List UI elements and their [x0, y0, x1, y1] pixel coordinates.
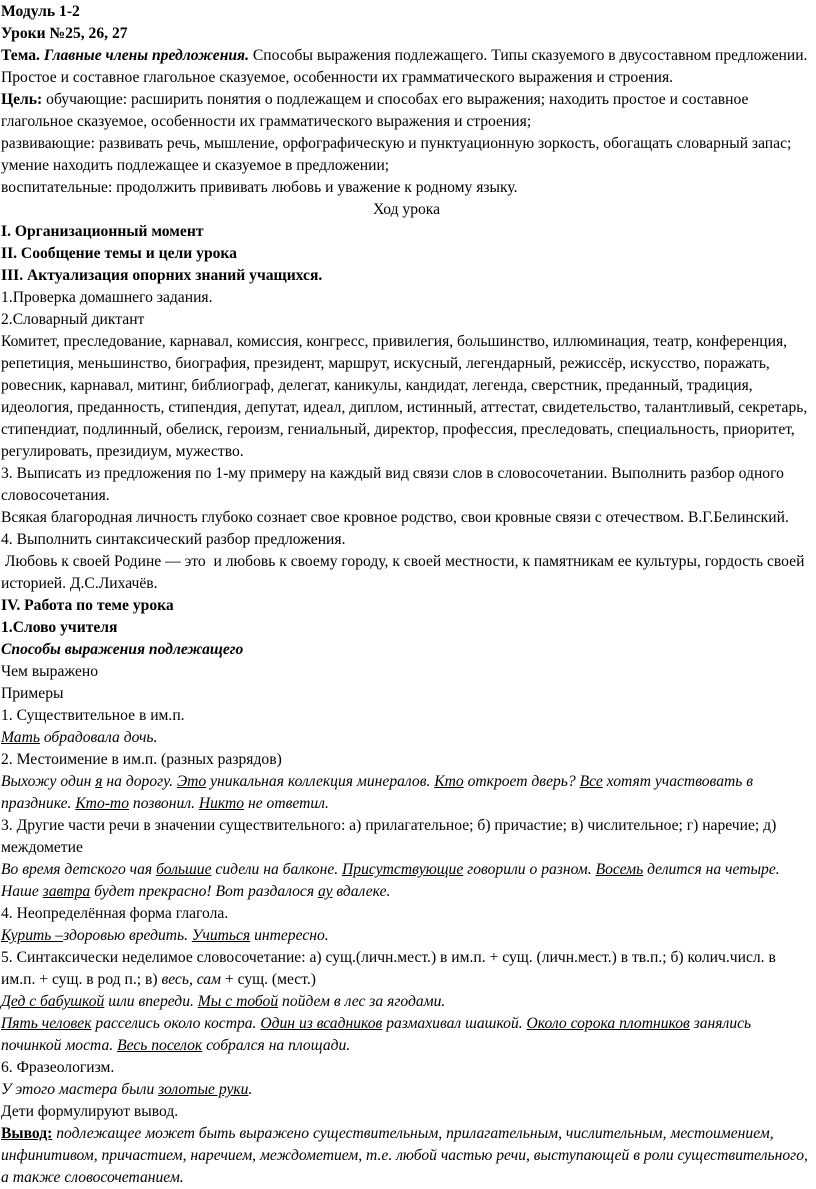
topic-paragraph: [1, 45, 812, 89]
dictation-words: Комитет, преследование, карнавал, комиссия, конгресс, привилегия, большинство, иллюминация, театр, конференция, репетиция, меньшинство, биография, президент, маршрут, искусный, легендарный, режиссёр, искусство, поражать, ровесник, карнавал, митинг, библиограф, делегат, каникулы, кандидат, легенда, сверстник, преданный, традиция, идеология, преданность, стипендия, депутат, идеал, диплом, истинный, аттестат, свидетельство, талантливый, секретарь, стипендиат, подлинный, обелиск, героизм, гениальный, директор, профессия, преследовать, специальность, приоритет, регулировать, президиум, мужество.: [1, 333, 808, 460]
teacher-word-heading: 1.Слово учителя: [1, 619, 118, 636]
topic-text: Способы выражения подлежащего. Типы сказуемого в двусоставном предложении. Простое и составное глагольное сказуемое, особенности их грамматического выражения и строения.: [1, 47, 808, 86]
example-text: интересно.: [250, 927, 329, 944]
section-3-heading: III. Актуализация опорних знаний учащихся.: [1, 267, 323, 284]
example-text: уникальная коллекция минералов.: [206, 773, 435, 790]
example-text: вдалеке.: [332, 883, 391, 900]
subject-word: Один из всадников: [260, 1015, 383, 1032]
topic-title: Главные члены предложения.: [43, 47, 249, 64]
example-text: пойдем в лес за ягодами.: [278, 993, 446, 1010]
subject-word: Это: [176, 773, 207, 790]
way-5-examples-2: [1, 1013, 812, 1057]
ways-heading: Способы выражения подлежащего: [1, 641, 244, 658]
homework-check: 1.Проверка домашнего задания.: [1, 289, 213, 306]
topic-label: Тема.: [1, 47, 40, 64]
way-6-title: 6. Фразеологизм.: [1, 1059, 115, 1076]
example-text: Выхожу один: [1, 773, 96, 790]
example-text: позвонил.: [129, 795, 199, 812]
subject-word: завтра: [42, 883, 91, 900]
goals-paragraph: [1, 89, 812, 133]
example-text: занялись починкой моста.: [1, 1015, 752, 1054]
children-conclude: Дети формулируют вывод.: [1, 1103, 179, 1120]
way-2-examples: [1, 771, 812, 815]
example-text: собрался на площади.: [202, 1037, 351, 1054]
examples-label: Примеры: [1, 685, 64, 702]
module-heading: Модуль 1-2: [1, 3, 80, 20]
subject-word: Около сорока плотников: [526, 1015, 690, 1032]
subject-word: Дед с бабушкой: [1, 993, 105, 1010]
subject-word: Учиться: [191, 927, 251, 944]
conclusion-paragraph: [1, 1123, 812, 1189]
example-text: У этого мастера были: [1, 1081, 159, 1098]
example-text: говорили о разном.: [463, 861, 596, 878]
way-1-example: [1, 727, 812, 749]
course-title: Ход урока: [372, 201, 441, 218]
way-4-title: 4. Неопределённая форма глагола.: [1, 905, 229, 922]
example-text: расселись около костра.: [91, 1015, 261, 1032]
subject-word: золотые руки: [158, 1081, 249, 1098]
subject-word: Никто: [198, 795, 245, 812]
example-text: хотят участвовать в празднике.: [1, 773, 754, 812]
way-2-title: 2. Местоимение в им.п. (разных разрядов): [1, 751, 282, 768]
subject-word: Кто: [434, 773, 464, 790]
way-5-title: [1, 947, 812, 991]
conclusion-label: Вывод:: [1, 1125, 53, 1142]
subject-word: Присутствующие: [342, 861, 464, 878]
expressed-label: Чем выражено: [1, 663, 99, 680]
subject-word: Курить –: [1, 927, 64, 944]
task-4: 4. Выполнить синтаксический разбор предложения.: [1, 531, 346, 548]
section-1-heading: I. Организационный момент: [1, 223, 204, 240]
subject-word: большие: [156, 861, 212, 878]
way-5-examples-1: [1, 991, 812, 1013]
way-6-example: [1, 1079, 812, 1101]
goals-developing: развивающие: развивать речь, мышление, орфографическую и пунктуационную зоркость, обогащать словарный запас; умение находить подлежащее и сказуемое в предложении;: [1, 135, 792, 174]
way-3-title: 3. Другие части речи в значении существительного: а) прилагательное; б) причастие; в) числительное; г) наречие; д) междометие: [1, 817, 777, 856]
subject-word: Восемь: [595, 861, 644, 878]
example-text: делится на четыре. Наше: [1, 861, 780, 900]
subject-word: ау: [317, 883, 333, 900]
example-text: Во время детского чая: [1, 861, 157, 878]
subject-word: Весь поселок: [117, 1037, 203, 1054]
section-2-heading: II. Сообщение темы и цели урока: [1, 245, 237, 262]
goals-educational: обучающие: расширить понятия о подлежащем и способах его выражения; находить простое и составное глагольное сказуемое, особенности их грамматического выражения и строения;: [1, 91, 749, 130]
lessons-heading: Уроки №25, 26, 27: [1, 25, 128, 42]
example-text: откроет дверь?: [463, 773, 580, 790]
way-4-examples: [1, 925, 812, 947]
way-5-title-part-b: + сущ. (мест.): [221, 971, 316, 988]
section-4-heading: IV. Работа по теме урока: [1, 597, 174, 614]
way-5-title-italic: весь, сам: [161, 971, 222, 988]
subject-word: Мать: [1, 729, 40, 746]
example-text: здоровью вредить.: [63, 927, 192, 944]
conclusion-text: подлежащее может быть выражено существительным, прилагательным, числительным, местоимением, инфинитивом, причастием, наречием, междометием, т.е. любой частью речи, выступающей в роли существительного, а также словосочетанием.: [1, 1125, 808, 1186]
example-text: сидели на балконе.: [211, 861, 343, 878]
way-1-title: 1. Существительное в им.п.: [1, 707, 185, 724]
example-text: шли впереди.: [104, 993, 198, 1010]
example-text: размахивал шашкой.: [382, 1015, 527, 1032]
dictation-heading: 2.Словарный диктант: [1, 311, 145, 328]
subject-word: Все: [579, 773, 603, 790]
example-text: .: [248, 1081, 253, 1098]
way-5-title-part-a: 5. Синтаксически неделимое словосочетание: а) сущ.(личн.мест.) в им.п. + сущ. (личн.мест.) в тв.п.; б) колич.числ. в им.п. + сущ. в род п.; в): [1, 949, 776, 988]
goals-label: Цель:: [1, 91, 43, 108]
subject-word: Кто-то: [75, 795, 129, 812]
subject-word: Мы с тобой: [197, 993, 279, 1010]
goals-upbringing: воспитательные: продолжить прививать любовь и уважение к родному языку.: [1, 179, 518, 196]
subject-word: Пять человек: [1, 1015, 92, 1032]
example-text: обрадовала дочь.: [39, 729, 158, 746]
example-text: на дорогу.: [102, 773, 177, 790]
example-text: не ответил.: [244, 795, 329, 812]
way-3-examples: [1, 859, 812, 903]
task-3: 3. Выписать из предложения по 1-му примеру на каждый вид связи слов в словосочетании. Выполнить разбор одного словосочетания.: [1, 465, 784, 504]
quote-belinsky: Всякая благородная личность глубоко сознает свое кровное родство, свои кровные связи с отечеством. В.Г.Белинский.: [1, 509, 789, 526]
quote-likhachev: Любовь к своей Родине — это и любовь к своему городу, к своей местности, к памятникам ее культуры, гордость своей историей. Д.С.Лихачёв.: [1, 553, 809, 592]
subject-word: я: [95, 773, 103, 790]
example-text: будет прекрасно! Вот раздалося: [90, 883, 318, 900]
